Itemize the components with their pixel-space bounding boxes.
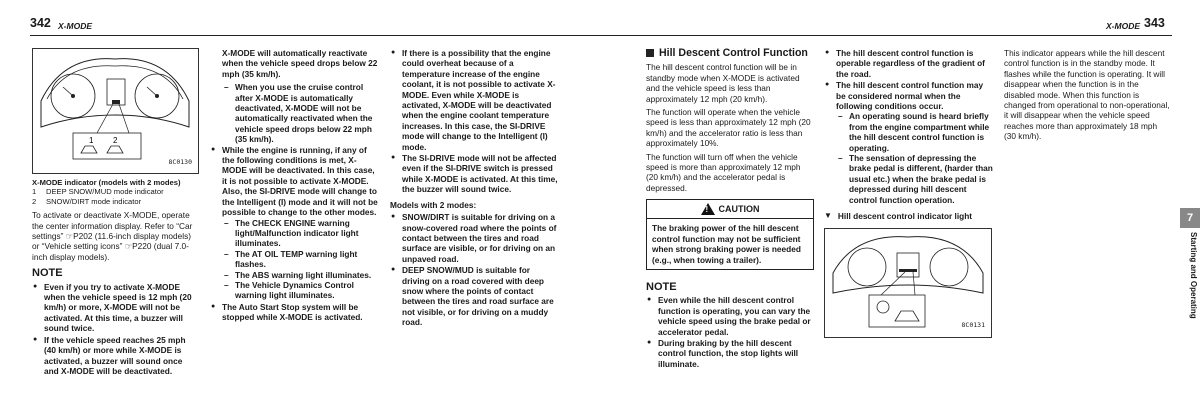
hdc-paragraph: The function will operate when the vehicle speed is less than approximately 12 mph (20 km/h) and the accelerator ratio is less than approximately 10%. — [646, 107, 811, 149]
right-column-2 — [824, 48, 994, 338]
caution-header: ! CAUTION — [647, 200, 813, 219]
hdc-bullet: ● The hill descent control function may be considered normal when the following conditions occur. – An operating sound is heard briefly from the engine compartment while the hill descent control function is operating. – The sensation of depressing the brake pedal is different, (harder than usual etc.) when the brake pedal is depressed during hill descent control function operation. — [824, 80, 994, 205]
overheat-bullet: ● If there is a possibility that the engine could overheat because of a temperature increase of the engine coolant, it is not possible to activate X-MODE. Even while X-MODE is activated, X-MODE will be deactivated when the engine coolant temperature increases. In this case, the SI-DRIVE mode will change to the Intelligent (I) mode. — [390, 48, 558, 152]
intro-paragraph: To activate or deactivate X-MODE, operate the center information display. Refer to “Car settings” ☞P202 (11.6-inch display models) or “Vehicle setting icons” ☞P220 (dual 7.0-inch display models). — [32, 210, 193, 262]
conditions-list — [222, 218, 378, 301]
note-title: NOTE — [646, 280, 677, 293]
page-number: 342 — [30, 16, 51, 30]
engine-bullet: ● While the engine is running, if any of the following conditions is met, X-MODE will be deactivated. In this case, it is not possible to activate X-MODE. Also, the SI-DRIVE mode will change to the Intelligent (I) mode and it will not be possible to change to the other modes. – The CHECK ENGINE warning light/Malfunction indicator light illuminates. – The AT OIL TEMP warning light flashes. – The ABS warning light illuminates. – The Vehicle Dynamics Control warning light illuminates. — [210, 145, 378, 301]
dash-item: – When you use the cruise control after X-MODE is automatically deactivated, X-MODE will not be automatically reactivated when the vehicle speed drops below 22 mph (35 km/h). — [222, 82, 378, 144]
condition-item: – The CHECK ENGINE warning light/Malfunction indicator light illuminates. — [222, 218, 378, 249]
hdc-dash-list — [836, 111, 994, 205]
warning-triangle-icon — [701, 203, 715, 215]
hdc-bullet: ● The hill descent control function is operable regardless of the gradient of the road. — [824, 48, 994, 79]
left-column-1 — [32, 48, 199, 377]
indicator-description: This indicator appears while the hill descent control function is in the standby mode. It flashes while the function is operating. It will disappear when the function is in the disabled mode. When this function is changed from operational to non-operational, it will disappear when the vehicle speed reaches more than approximately 18 mph (30 km/h). — [1004, 48, 1170, 142]
condition-item: – The Vehicle Dynamics Control warning light illuminates. — [222, 280, 378, 301]
modes-list — [390, 212, 558, 327]
mode-item: ● DEEP SNOW/MUD is suitable for driving on a road covered with deep snow where the points of contact between the tires and road surface are not visible, or for driving on a muddy road. — [390, 265, 558, 327]
models-subhead: Models with 2 modes: — [390, 199, 477, 210]
caution-text: The braking power of the hill descent control function may not be sufficient when strong braking power is needed (e.g., when towing a trailer). — [652, 223, 801, 265]
note-item: ● Even while the hill descent control function is operating, you can vary the vehicle speed using the brake pedal or accelerator pedal. — [646, 295, 814, 337]
overheat-list — [390, 48, 558, 195]
hdc-paragraph: The function will turn off when the vehicle speed is more than approximately 12 mph (20 km/h) and the accelerator pedal is depressed. — [646, 151, 801, 193]
dash-item: – An operating sound is heard briefly from the engine compartment while the hill descent control function is operating. — [836, 111, 994, 153]
note-title: NOTE — [32, 267, 63, 280]
figure-code: 8C0131 — [961, 321, 985, 330]
triangle-down-icon: ▼ — [824, 211, 832, 221]
hdc-title: Hill Descent Control Function — [646, 48, 814, 58]
right-page — [600, 0, 1200, 402]
left-column-2 — [210, 48, 378, 324]
right-column-3 — [1004, 48, 1170, 145]
xmode-indicator-figure — [32, 48, 199, 174]
caution-box — [646, 199, 814, 270]
section-title: X-MODE — [58, 21, 92, 31]
si-drive-bullet: ● The SI-DRIVE mode will not be affected even if the SI-DRIVE switch is pressed while X-MODE is activated. At this time, the buzzer will sound twice. — [390, 153, 558, 195]
hdc-paragraph: The hill descent control function will be in standby mode when X-MODE is activated and the vehicle speed is less than approximately 12 mph (20 km/h). — [646, 62, 800, 104]
note-item: ● During braking by the hill descent control function, the stop lights will illuminate. — [646, 338, 814, 369]
chapter-side-label: Starting and Operating — [1189, 232, 1198, 319]
autostop-bullet: ● The Auto Start Stop system will be stopped while X-MODE is activated. — [210, 302, 378, 323]
note-item: ● Even if you try to activate X-MODE when the vehicle speed is 12 mph (20 km/h) or more, X-MODE will not be activated. At this time, a buzzer will sound twice. — [32, 282, 199, 334]
caption-title: X-MODE indicator (models with 2 modes) — [32, 178, 181, 187]
chapter-tab: 7 — [1180, 208, 1200, 228]
figure-label-2: 2 — [113, 136, 118, 145]
figure-caption — [32, 178, 199, 206]
mode-item: ● SNOW/DIRT is suitable for driving on a snow-covered road where the points of contact between the tires and road surface are visible, or for driving on an unpaved road. — [390, 212, 558, 264]
indicator-heading: ▼ Hill descent control indicator light — [824, 211, 973, 222]
note-list — [646, 295, 814, 369]
cruise-dash-list — [210, 82, 378, 144]
section-title: X-MODE — [1106, 21, 1140, 31]
caption-item: 2 SNOW/DIRT mode indicator — [32, 196, 142, 206]
note-list — [32, 282, 199, 377]
dash-item: – The sensation of depressing the brake pedal is different, (harder than usual etc.) when the brake pedal is depressed during hill descent control function operation. — [836, 153, 994, 205]
left-column-3 — [390, 48, 558, 329]
hdc-indicator-figure — [824, 228, 992, 338]
condition-item: – The ABS warning light illuminates. — [222, 270, 378, 280]
square-bullet-icon — [646, 49, 654, 57]
condition-item: – The AT OIL TEMP warning light flashes. — [222, 249, 378, 270]
right-column-1 — [646, 48, 814, 370]
caption-item: 1 DEEP SNOW/MUD mode indicator — [32, 187, 164, 197]
reactivate-text: X-MODE will automatically reactivate when the vehicle speed drops below 22 mph (35 km/h). — [222, 48, 378, 79]
engine-bullet-list — [210, 145, 378, 323]
header-rule — [600, 35, 1172, 36]
page-number: 343 — [1144, 16, 1165, 30]
hdc-bullet-list — [824, 48, 994, 205]
header-rule — [30, 35, 600, 36]
figure-code: 8C0130 — [168, 157, 192, 166]
figure-label-1: 1 — [89, 136, 94, 145]
note-item: ● If the vehicle speed reaches 25 mph (40 km/h) or more while X-MODE is activated, a buzzer will sound once and X-MODE will be deactivated. — [32, 335, 199, 377]
instrument-cluster-illustration — [33, 49, 198, 173]
